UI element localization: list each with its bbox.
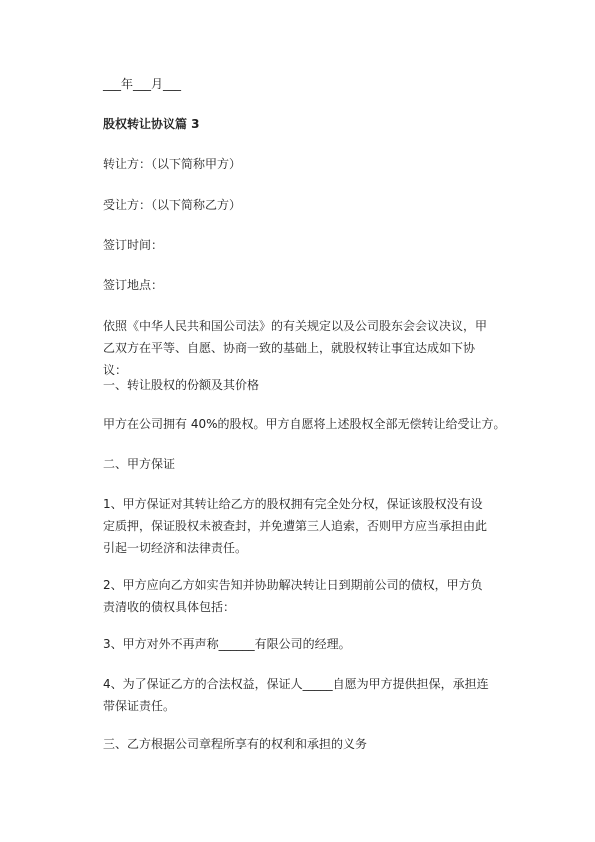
transferee-line: 受让方：（以下简称乙方） xyxy=(103,198,242,212)
section-2-heading: 二、甲方保证 xyxy=(103,457,176,471)
section-2-item-3: 3、甲方对外不再声称______有限公司的经理。 xyxy=(103,637,351,651)
sign-place-line: 签订地点： xyxy=(103,278,164,292)
section-2-item-4: 4、为了保证乙方的合法权益，保证人_____自愿为甲方提供担保，承担连带保证责任。 xyxy=(103,677,489,713)
document-title: 股权转让协议篇 3 xyxy=(103,117,200,131)
transferor-line: 转让方：（以下简称甲方） xyxy=(103,157,242,171)
sign-time-line: 签订时间： xyxy=(103,238,164,252)
section-3-heading: 三、乙方根据公司章程所享有的权利和承担的义务 xyxy=(103,737,368,751)
section-1-heading: 一、转让股权的份额及其价格 xyxy=(103,378,260,392)
date-line: ___年___月___ xyxy=(103,77,182,91)
section-2-item-1: 1、甲方保证对其转让给乙方的股权拥有完全处分权，保证该股权没有设定质押，保证股权未被查封，并免遭第三人追索，否则甲方应当承担由此引起一切经济和法律责任。 xyxy=(103,497,488,555)
intro-paragraph: 依照《中华人民共和国公司法》的有关规定以及公司股东会会议决议，甲乙双方在平等、自愿、协商一致的基础上，就股权转让事宜达成如下协议： xyxy=(103,319,488,377)
section-1-body: 甲方在公司拥有 40%的股权。甲方自愿将上述股权全部无偿转让给受让方。 xyxy=(103,417,506,431)
section-2-item-2: 2、甲方应向乙方如实告知并协助解决转让日到期前公司的债权，甲方负责清收的债权具体包括： xyxy=(103,578,483,614)
